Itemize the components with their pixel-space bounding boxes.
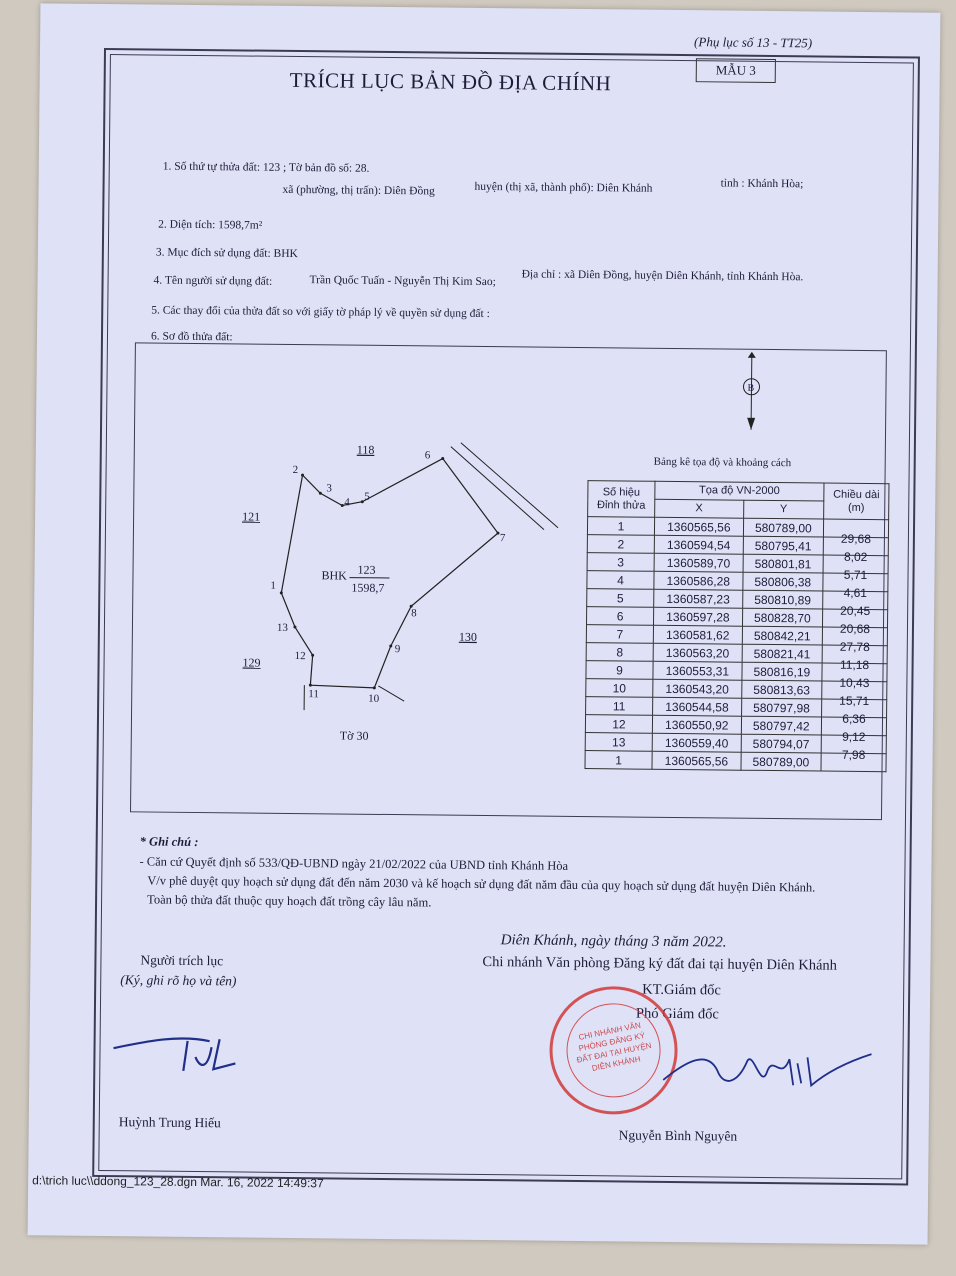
field-province: tỉnh : Khánh Hòa; [720, 177, 804, 191]
cell-len: 20,68 [822, 619, 887, 638]
cell-x: 1360594,54 [654, 535, 743, 554]
cell-x: 1360544,58 [653, 697, 742, 716]
cell-len: 15,71 [822, 691, 887, 710]
cell-len: 5,71 [823, 565, 888, 584]
cell-y: 580806,38 [743, 572, 823, 591]
vertex-label: 11 [308, 688, 319, 701]
cell-x: 1360553,31 [653, 661, 742, 680]
notes-line-2: V/v phê duyệt quy hoạch sử dụng đất đến năm 2030 và kế hoạch sử dụng đất năm đầu của quy hoạch sử dụng đất huyện Diên Khánh. [147, 873, 816, 895]
vertex-label: 6 [424, 449, 431, 462]
north-symbol: B [747, 382, 755, 394]
left-signer-title: Người trích lục [140, 952, 224, 969]
cell-x: 1360565,56 [652, 751, 741, 770]
cell-id: 5 [587, 589, 654, 608]
cell-x: 1360563,20 [653, 643, 742, 662]
notes-heading: * Ghi chú : [139, 834, 199, 850]
office-name: Chi nhánh Văn phòng Đăng ký đất đai tại huyện Diên Khánh [482, 954, 838, 974]
coordinate-table [584, 480, 889, 772]
document-title: TRÍCH LỤC BẢN ĐỒ ĐỊA CHÍNH [289, 67, 612, 96]
field-owner-address: Địa chỉ : xã Diên Đồng, huyện Diên Khánh, tỉnh Khánh Hòa. [521, 268, 804, 284]
vertex-label: 5 [364, 490, 370, 503]
neighbor-parcel: 121 [242, 509, 261, 524]
cell-len: 11,18 [822, 655, 887, 674]
parcel-area: 1598,7 [351, 580, 385, 595]
cell-x: 1360586,28 [654, 571, 743, 590]
right-signer-title-1: KT.Giám đốc [642, 981, 721, 999]
cell-len: 20,45 [823, 601, 888, 620]
cell-id: 4 [587, 571, 654, 590]
cell-y: 580810,89 [742, 590, 822, 609]
cell-y: 580801,81 [743, 554, 823, 573]
vertex-label: 4 [344, 496, 350, 509]
neighbor-parcel: 118 [356, 442, 375, 457]
cell-y: 580789,00 [741, 752, 821, 771]
cell-x: 1360597,28 [653, 607, 742, 626]
cell-y: 580795,41 [743, 536, 823, 555]
table-row [585, 751, 886, 772]
vertex-label: 7 [499, 532, 506, 545]
cell-id: 3 [587, 553, 654, 572]
vertex-labels [269, 448, 507, 706]
neighbor-parcel: 130 [458, 629, 477, 644]
cell-id: 13 [585, 733, 652, 752]
cell-x: 1360587,23 [654, 589, 743, 608]
content-frame [92, 48, 920, 1185]
field-changes: 5. Các thay đổi của thửa đất so với giấy tờ pháp lý về quyền sử dụng đất : [151, 304, 490, 321]
parcel-label [321, 562, 389, 595]
cell-len: 4,61 [823, 583, 888, 602]
right-signer-title-2: Phó Giám đốc [635, 1005, 719, 1023]
neighbor-labels [241, 441, 479, 671]
stamp-text: CHI NHÁNH VĂN PHÒNG ĐĂNG KÝ ĐẤT ĐAI TẠI HUYỆN DIÊN KHÁNH [575, 1020, 653, 1073]
cell-len: 7,98 [821, 745, 886, 764]
cell-id: 2 [587, 535, 654, 554]
parcel-number: 123 [357, 562, 376, 577]
cell-id: 11 [586, 697, 653, 716]
field-owner-name: Trần Quốc Tuấn - Nguyễn Thị Kim Sao; [309, 274, 496, 289]
field-area: 2. Diện tích: 1598,7m² [158, 218, 263, 232]
cell-x: 1360581,62 [653, 625, 742, 644]
vertex-label: 3 [326, 482, 332, 495]
col-length: Chiều dài (m) [824, 483, 889, 520]
col-y: Y [743, 500, 823, 519]
cell-id: 12 [585, 715, 652, 734]
field-land-use: 3. Mục đích sử dụng đất: BHK [155, 246, 298, 261]
cell-x: 1360565,56 [654, 517, 743, 536]
vertex-label: 9 [394, 643, 401, 656]
left-signer-name: Huỳnh Trung Hiếu [118, 1114, 221, 1131]
parcel-type: BHK [321, 568, 347, 583]
field-owner-label: 4. Tên người sử dụng đất: [153, 274, 273, 288]
cell-y: 580813,63 [741, 680, 821, 699]
sign-date: Diên Khánh, ngày tháng 3 năm 2022. [500, 932, 727, 951]
neighbor-parcel: 129 [242, 655, 261, 670]
field-commune: xã (phường, thị trấn): Diên Đồng [282, 183, 435, 198]
cell-y: 580842,21 [742, 626, 822, 645]
cell-y: 580797,98 [741, 698, 821, 717]
cell-x: 1360543,20 [653, 679, 742, 698]
cell-len: 10,43 [822, 673, 887, 692]
cell-y: 580797,42 [741, 716, 821, 735]
cell-id: 1 [587, 517, 654, 536]
vertex-label: 12 [294, 650, 306, 663]
cell-id: 6 [586, 607, 653, 626]
cell-y: 580794,07 [741, 734, 821, 753]
cell-id: 1 [585, 751, 652, 770]
vertex-label: 13 [276, 621, 289, 634]
cell-y: 580789,00 [743, 518, 823, 537]
cell-len: 6,36 [821, 709, 886, 728]
vertex-label: 2 [292, 463, 299, 477]
cell-len [824, 511, 889, 530]
cell-id: 10 [586, 679, 653, 698]
field-district: huyện (thị xã, thành phố): Diên Khánh [474, 180, 653, 195]
cell-x: 1360559,40 [652, 733, 741, 752]
cell-id: 9 [586, 661, 653, 680]
cell-id: 8 [586, 643, 653, 662]
vertex-label: 1 [270, 579, 276, 592]
cell-len: 27,78 [822, 637, 887, 656]
document-sheet [28, 3, 941, 1244]
cell-len: 9,12 [821, 727, 886, 746]
right-signature [657, 1040, 878, 1112]
vertex-label: 8 [411, 607, 417, 620]
sheet-label: Tờ 30 [339, 728, 369, 743]
north-arrow-icon [743, 352, 760, 430]
cell-len: 8,02 [823, 547, 888, 566]
coord-table-title: Bảng kê tọa độ và khoảng cách [653, 455, 792, 470]
cell-y: 580816,19 [742, 662, 822, 681]
col-vertex-id: Số hiệu Đỉnh thửa [588, 481, 655, 518]
field-parcel-number: 1. Số thứ tự thửa đất: 123 ; Tờ bản đồ số: 28. [162, 160, 370, 175]
cell-y: 580828,70 [742, 608, 822, 627]
cell-y: 580821,41 [742, 644, 822, 663]
cell-x: 1360589,70 [654, 553, 743, 572]
notes-line-1: - Căn cứ Quyết định số 533/QĐ-UBND ngày 21/02/2022 của UBND tỉnh Khánh Hòa [139, 854, 569, 873]
cell-len: 29,68 [823, 529, 888, 548]
file-path-footer: d:\trich luc\\ddong_123_28.dgn Mar. 16, 2022 14:49:37 [32, 1173, 324, 1191]
left-signer-subtitle: (Ký, ghi rõ họ và tên) [120, 972, 237, 989]
vertex-label: 10 [368, 692, 380, 705]
cell-x: 1360550,92 [652, 715, 741, 734]
col-x: X [655, 499, 744, 518]
field-sketch-label: 6. Sơ đồ thửa đất: [150, 330, 233, 344]
left-signature [109, 1026, 250, 1077]
appendix-label: (Phụ lục số 13 - TT25) [694, 34, 813, 51]
notes-line-3: Toàn bộ thửa đất thuộc quy hoạch đất trồng cây lâu năm. [147, 892, 432, 910]
form-number-box: MẪU 3 [696, 58, 776, 83]
cell-id: 7 [586, 625, 653, 644]
right-signer-name: Nguyễn Bình Nguyên [618, 1127, 738, 1144]
col-coordinates: Tọa độ VN-2000 [655, 481, 824, 501]
